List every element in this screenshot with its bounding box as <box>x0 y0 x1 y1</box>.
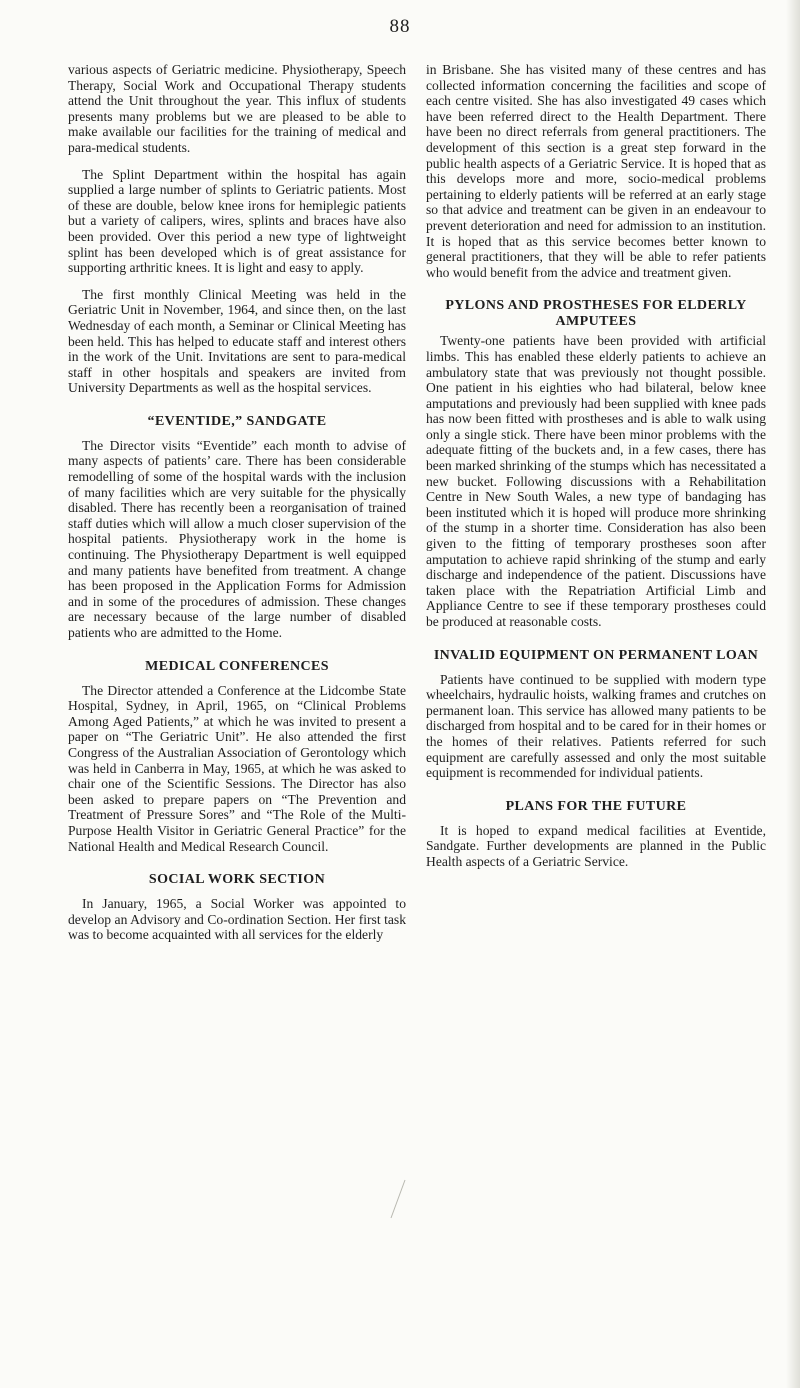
paragraph-medical-conferences: The Director attended a Conference at the Lidcombe State Hospital, Sydney, in April, 1965, on “Clinical Problems Among Aged Patients,” at which he was invited to present a paper on “The Geriatric Unit”. He also attended the first Congress of the Australian Association of Gerontology which was held in Canberra in May, 1965, at which he was asked to chair one of the Scientific Sessions. The Director has also been asked to prepare papers on “The Prevention and Treatment of Pressure Sores” and “The Role of the Multi-Purpose Health Visitor in Geriatric General Practice” for the National Health and Medical Research Council. <box>68 682 406 854</box>
page-number: 88 <box>389 16 411 37</box>
page-edge-shadow <box>786 0 800 1388</box>
paragraph-clinical-meeting: The first monthly Clinical Meeting was held in the Geriatric Unit in November, 1964, and since then, on the last Wednesday of each month, a Seminar or Clinical Meeting has been held. This has helped to educate staff and interest others in the work of the Unit. Invitations are sent to para-medical staff in other hospitals and speakers are invited from University Departments as well as the hospital services. <box>68 286 406 396</box>
paragraph-geriatric-training: various aspects of Geriatric medicine. Physiotherapy, Speech Therapy, Social Work and Occupational Therapy students attend the Unit throughout the year. This influx of students presents many problems but we are pleased to be able to make available our facilities for the training of medical and para-medical students. <box>68 62 406 155</box>
heading-plans-future: PLANS FOR THE FUTURE <box>505 798 687 814</box>
heading-invalid-equipment: INVALID EQUIPMENT ON PERMANENT LOAN <box>433 647 759 663</box>
paragraph-artificial-limbs: Twenty-one patients have been provided with artificial limbs. This has enabled these elderly patients to achieve an ambulatory state that was previously not thought possible. One patient in his eighties who had bilateral, below knee amputations and previously had been supplied with knee pads has now been fitted with prostheses and is able to walk using only a single stick. There have been minor problems with the adequate fitting of the buckets and, in a few cases, there has been marked shrinking of the stumps which has necessitated a new bucket. Following discussions with a Rehabilitation Centre in New South Wales, a new type of bandaging has been instituted which it is hoped will produce more shrinking of the stump in a shorter time. Consideration has also been given to the fitting of temporary prostheses soon after amputation to achieve rapid shrinking of the stump and early discharge and independence of the patient. Discussions have taken place with the Repatriation Artificial Limb and Appliance Centre to see if these temporary prostheses could be produced at reasonable costs. <box>426 333 766 629</box>
paragraph-brisbane-centres: in Brisbane. She has visited many of these centres and has collected information concerning the facilities and scope of each centre visited. She has also investigated 49 cases which have been referred direct to the Health Department. There have been no direct referrals from general practitioners. The development of this section is a great step forward in the public health aspects of a Geriatric Service. It is hoped that as this develops more and more, socio-medical problems pertaining to elderly patients will be referred at an early stage so that advice and treatment can be given in an endeavour to prevent deterioration and need for admission to an institution. It is hoped that as this service becomes better known to general practitioners, that they will be able to refer patients who would benefit from the advice and treatment given. <box>426 62 766 280</box>
left-column <box>68 62 406 954</box>
heading-eventide-sandgate: “EVENTIDE,” SANDGATE <box>147 413 327 429</box>
paragraph-splint-department: The Splint Department within the hospital has again supplied a large number of splints to Geriatric patients. Most of these are double, below knee irons for hemiplegic patients but a variety of calipers, wires, splints and braces have also been provided. Over this period a new type of lightweight splint has been developed which is of great assistance for supporting arthritic knees. It is light and easy to apply. <box>68 166 406 276</box>
paragraph-eventide: The Director visits “Eventide” each month to advise of many aspects of patients’ care. There has been considerable remodelling of some of the hospital wards with the inclusion of many facilities which are very suitable for the physically disabled. There has recently been a reorganisation of trained staff duties which will allow a much closer supervision of the hospital patients. Physiotherapy work in the home is continuing. The Physiotherapy Department is well equipped and many patients have benefited from treatment. A change has been proposed in the Application Forms for Admission and in some of the procedures of admission. These changes are necessary because of the large number of disabled patients who are admitted to the Home. <box>68 437 406 640</box>
heading-pylons-prostheses: PYLONS AND PROSTHESES FOR ELDERLY AMPUTEES <box>445 298 747 330</box>
paragraph-invalid-equipment: Patients have continued to be supplied with modern type wheelchairs, hydraulic hoists, walking frames and crutches on permanent loan. This service has allowed many patients to be discharged from hospital and to be cared for in their homes or the homes of their relatives. Patients referred for such equipment are carefully assessed and only the most suitable equipment is recommended for individual patients. <box>426 671 766 781</box>
heading-social-work-section: SOCIAL WORK SECTION <box>148 872 326 888</box>
right-column <box>426 62 766 881</box>
pencil-mark <box>388 1178 408 1222</box>
paragraph-plans-future: It is hoped to expand medical facilities at Eventide, Sandgate. Further developments are planned in the Public Health aspects of a Geriatric Service. <box>426 822 766 869</box>
heading-medical-conferences: MEDICAL CONFERENCES <box>145 658 329 674</box>
paragraph-social-work: In January, 1965, a Social Worker was appointed to develop an Advisory and Co-ordination Section. Her first task was to become acquainted with all services for the elderly <box>68 896 406 943</box>
